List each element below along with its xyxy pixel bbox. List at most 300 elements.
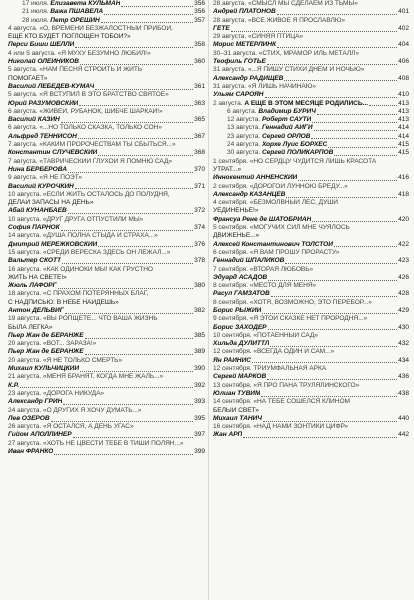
toc-entry[interactable] — [213, 58, 409, 66]
toc-entry-date: 6 сентября. — [213, 248, 250, 256]
toc-entry-author: Ян РАЙНИС — [213, 356, 251, 364]
toc-entry[interactable] — [8, 241, 205, 249]
toc-entry-date: 24 августа. — [227, 141, 262, 149]
toc-entry-page-number: 399 — [194, 448, 205, 456]
toc-entry-author: Теофиль ГОТЬЕ — [213, 58, 266, 66]
toc-entry-page-number: 374 — [194, 224, 205, 232]
toc-entry[interactable] — [213, 274, 409, 282]
toc-entry-title: «ПОТАЕННЫЙ САД» — [253, 331, 319, 339]
toc-entry[interactable] — [8, 50, 205, 58]
toc-entry-author: Жюль ЛАФОРГ — [8, 282, 57, 290]
toc-leader-dots — [268, 280, 397, 281]
toc-entry[interactable] — [213, 257, 409, 265]
toc-entry-text — [213, 100, 368, 108]
toc-entry[interactable] — [8, 183, 205, 191]
toc-entry[interactable] — [8, 25, 205, 33]
toc-entry-title: «Я ЭТОЙ СКАЗКЕ НЕТ ПРОРОДНЯ...» — [249, 315, 368, 323]
toc-entry-text — [213, 116, 311, 124]
toc-entry[interactable] — [8, 407, 205, 415]
toc-entry-date: 13 августа. — [227, 124, 262, 132]
toc-entry-title: «Я ЛИШЬ НАЧИНАЮ» — [247, 82, 316, 90]
toc-leader-dots — [298, 180, 397, 181]
toc-entry-page-number: 356 — [194, 0, 205, 7]
toc-entry-page-number: 406 — [398, 58, 409, 66]
toc-entry-author: Расул ГАМЗАТОВ — [213, 290, 270, 298]
toc-entry[interactable] — [8, 124, 205, 132]
toc-entry[interactable] — [8, 340, 205, 348]
toc-entry-title: «СРЕДИ ВЕРЕСКА ЗДЕСЬ ОН ЛЕЖАЛ...» — [42, 248, 171, 256]
toc-entry-title: «НАД НАМИ ЗОНТИКИ ЦИФР» — [253, 423, 349, 431]
toc-entry-date: 5 сентября. — [213, 224, 250, 232]
toc-leader-dots — [61, 230, 194, 231]
toc-leader-dots — [231, 31, 397, 32]
toc-entry-author: Александр КАЗАНЦЕВ — [213, 190, 286, 198]
toc-entry-date: 30–31 августа. — [213, 49, 259, 57]
toc-entry-title: А ЕЩЕ В ЭТОМ МЕСЯЦЕ РОДИЛИСЬ... — [244, 99, 368, 107]
toc-entry[interactable] — [213, 33, 409, 41]
toc-entry[interactable] — [8, 141, 205, 149]
toc-entry[interactable] — [8, 307, 205, 315]
toc-entry[interactable] — [8, 431, 205, 439]
toc-entry-text — [8, 116, 60, 124]
toc-leader-dots — [268, 329, 398, 330]
toc-entry-page-number: 378 — [194, 257, 205, 265]
toc-entry[interactable] — [8, 149, 205, 157]
toc-entry[interactable] — [8, 224, 205, 232]
toc-entry[interactable] — [213, 25, 409, 33]
toc-leader-dots — [75, 188, 193, 189]
toc-entry[interactable] — [8, 8, 205, 16]
toc-entry[interactable] — [213, 398, 409, 406]
toc-entry[interactable] — [8, 17, 205, 25]
toc-entry-page-number: 401 — [398, 8, 409, 16]
toc-entry[interactable] — [213, 91, 409, 99]
toc-entry[interactable] — [213, 141, 409, 149]
toc-entry-title: «С ПРАХОМ ПОТЕРЯННЫХ БЛАГ, — [42, 290, 149, 298]
toc-entry-page-number: 442 — [398, 431, 409, 439]
toc-entry-text — [213, 274, 267, 282]
toc-entry[interactable] — [8, 365, 205, 373]
toc-entry[interactable] — [213, 83, 409, 91]
toc-entry-text — [213, 266, 313, 274]
toc-entry-page-number: 367 — [194, 132, 205, 140]
toc-entry-author: Хорхе Луис БОРХЕС — [261, 141, 328, 149]
toc-entry-page-number: 376 — [194, 240, 205, 248]
toc-entry-date: 30 августа. — [227, 149, 262, 157]
toc-entry-author: Александр ГРИН — [8, 398, 63, 406]
toc-entry-text — [8, 207, 67, 215]
toc-entry-date: 19 августа. — [8, 315, 43, 323]
toc-entry[interactable] — [8, 232, 205, 240]
toc-leader-dots — [317, 114, 397, 115]
toc-entry[interactable] — [213, 249, 409, 257]
toc-entry[interactable] — [8, 266, 205, 274]
toc-entry[interactable] — [8, 448, 205, 456]
toc-entry[interactable] — [213, 191, 409, 199]
toc-entry-page-number: 385 — [194, 331, 205, 339]
toc-leader-dots — [267, 379, 397, 380]
toc-entry-text — [213, 108, 316, 116]
toc-entry-text — [213, 282, 316, 290]
toc-entry-text — [213, 8, 276, 16]
toc-entry-date: 16 августа. — [8, 265, 43, 273]
toc-entry-author: Эдуард АСАДОВ — [213, 273, 268, 281]
toc-entry-title: «СТИХ, МРАМОР ИЛЬ МЕТАЛЛ» — [258, 49, 360, 57]
toc-entry-title: «Я ПРО ПАНА ТРУЛЯЛИНСКОГО» — [253, 381, 360, 389]
toc-entry-date: 12 августа. — [227, 116, 262, 124]
toc-entry-continuation: С НАДПИСЬЮ: В НЕБЕ НАЙДЕШЬ» — [8, 298, 119, 306]
toc-entry[interactable] — [8, 158, 205, 166]
toc-entry[interactable] — [8, 415, 205, 423]
toc-entry[interactable] — [213, 158, 409, 166]
toc-entry-text — [8, 382, 19, 390]
toc-entry-date: 4 или 5 августа. — [8, 49, 58, 57]
toc-entry-date: 20 августа. — [8, 356, 43, 364]
toc-leader-dots — [369, 105, 397, 106]
toc-entry-text — [213, 41, 276, 49]
toc-entry-page-number: 389 — [194, 348, 205, 356]
toc-entry-text — [8, 407, 141, 415]
toc-entry[interactable] — [213, 0, 409, 8]
toc-entry-continuation: УТРАТ...» — [213, 165, 242, 173]
toc-entry-title: «НА ТЕБЕ СОШЕЛСЯ КЛИНОМ — [253, 398, 350, 406]
toc-entry-author: Юрий РАЗУМОВСКИЙ — [8, 99, 79, 107]
toc-entry-text — [8, 290, 148, 298]
toc-entry-text — [213, 216, 311, 224]
toc-entry-page-number: 413 — [398, 107, 409, 115]
toc-entry-author: Василий КУРОЧКИН — [8, 182, 74, 190]
column-divider — [208, 0, 209, 600]
toc-entry-text — [213, 66, 364, 74]
toc-entry-page-number: 423 — [398, 257, 409, 265]
toc-entry-title: «НАМ ПЕСНЯ СТРОИТЬ И ЖИТЬ — [39, 66, 143, 74]
toc-entry-text — [8, 100, 78, 108]
toc-leader-dots — [121, 6, 193, 7]
toc-leader-dots — [101, 22, 193, 23]
toc-leader-dots — [277, 14, 397, 15]
toc-entry[interactable] — [213, 66, 409, 74]
toc-entry-text — [213, 324, 267, 332]
toc-leader-dots — [68, 172, 193, 173]
toc-entry-text — [8, 183, 74, 191]
toc-entry-text — [213, 75, 283, 83]
toc-entry-date: 20 августа. — [8, 340, 43, 348]
toc-entry-date: 18 августа. — [8, 290, 43, 298]
toc-entry-text — [8, 50, 151, 58]
toc-leader-dots — [284, 80, 397, 81]
toc-entry[interactable] — [8, 357, 205, 365]
toc-entry-date: 14 сентября. — [213, 398, 254, 406]
toc-entry-continuation: ПОМОГАЕТ» — [8, 74, 48, 82]
toc-entry[interactable] — [213, 174, 409, 182]
toc-entry-text — [213, 183, 348, 191]
toc-entry-text — [213, 191, 285, 199]
toc-entry[interactable] — [213, 133, 409, 141]
toc-entry-page-number: 404 — [398, 41, 409, 49]
toc-entry-author: Гийом АПОЛЛИНЕР — [8, 431, 72, 439]
toc-entry[interactable] — [213, 100, 409, 108]
toc-entry-text — [213, 17, 345, 25]
toc-entry-continuation: ДЕЛАЙ ЗАПАСЫ НА ДЕНЬ» — [8, 199, 94, 207]
toc-entry-author: Сергей ОРЛОВ — [261, 132, 311, 140]
toc-entry-title: «ВОТ... ЗАРАЗА!» — [42, 340, 97, 348]
toc-entry[interactable] — [8, 373, 205, 381]
toc-entry[interactable] — [213, 332, 409, 340]
toc-entry-author: Елизавета КУЛЬМАН — [50, 0, 121, 7]
toc-entry-text — [213, 390, 260, 398]
toc-entry-text — [213, 382, 359, 390]
toc-entry-author: Антон ДЕЛЬВИГ — [8, 306, 64, 314]
toc-entry[interactable] — [213, 17, 409, 25]
toc-entry-title: «Я ОСТАЛСЯ, А ДЕНЬ УГАС» — [42, 423, 134, 431]
toc-entry[interactable] — [213, 266, 409, 274]
toc-entry-text — [8, 133, 77, 141]
toc-entry-date: 10 августа. — [8, 215, 43, 223]
toc-entry[interactable] — [213, 50, 409, 58]
toc-entry-text — [8, 66, 142, 74]
toc-entry-date: 6 августа. — [227, 107, 259, 115]
toc-entry[interactable] — [8, 91, 205, 99]
toc-entry[interactable] — [8, 382, 205, 390]
toc-entry-text — [213, 415, 262, 423]
toc-entry[interactable] — [8, 216, 205, 224]
toc-entry-text — [8, 398, 62, 406]
toc-entry[interactable] — [213, 290, 409, 298]
toc-entry[interactable] — [213, 149, 409, 157]
toc-entry-author: Дмитрий МЕРЕЖКОВСКИЙ — [8, 240, 98, 248]
toc-entry[interactable] — [213, 348, 409, 356]
toc-entry-text — [213, 83, 316, 91]
toc-entry-text — [8, 216, 143, 224]
toc-entry-text — [213, 25, 230, 33]
toc-entry[interactable] — [8, 166, 205, 174]
toc-leader-dots — [65, 313, 193, 314]
toc-leader-dots — [334, 155, 397, 156]
toc-entry[interactable] — [213, 340, 409, 348]
toc-entry[interactable] — [213, 315, 409, 323]
toc-entry[interactable] — [213, 116, 409, 124]
toc-entry[interactable] — [213, 224, 409, 232]
toc-entry[interactable] — [213, 241, 409, 249]
toc-entry[interactable] — [8, 290, 205, 298]
toc-entry-title: «...НО ТОЛЬКО СКАЗКА, ТОЛЬКО СОН» — [39, 124, 162, 132]
toc-entry[interactable] — [8, 249, 205, 257]
toc-leader-dots — [312, 122, 397, 123]
toc-entry[interactable] — [8, 332, 205, 340]
toc-entry-title: «Я МУХУ БЕЗУМНО ЛЮБИЛ!» — [57, 49, 151, 57]
toc-entry-author: Абай КУНАНБАЕВ — [8, 207, 67, 215]
toc-entry[interactable] — [213, 415, 409, 423]
toc-entry[interactable] — [213, 382, 409, 390]
toc-entry[interactable] — [8, 66, 205, 74]
toc-entry[interactable] — [213, 365, 409, 373]
toc-leader-dots — [95, 89, 193, 90]
toc-entry[interactable] — [213, 199, 409, 207]
toc-entry-text — [8, 307, 64, 315]
toc-entry-page-number: 434 — [398, 356, 409, 364]
toc-entry-text — [8, 158, 172, 166]
toc-entry-author: Михаил КУЛЬЧИЦКИЙ — [8, 365, 80, 373]
toc-entry-date: 8 сентября. — [213, 282, 250, 290]
toc-entry-author: ГЁТЕ — [213, 24, 230, 32]
toc-entry-text — [8, 149, 97, 157]
toc-entry-text — [213, 332, 318, 340]
toc-entry[interactable] — [8, 398, 205, 406]
toc-leader-dots — [104, 14, 193, 15]
toc-entry-title: «Я НЕ ТОЛЬКО СМЕРТЬ» — [42, 356, 123, 364]
toc-entry-author: Михаил ТАНИЧ — [213, 414, 262, 422]
toc-entry[interactable] — [213, 75, 409, 83]
toc-leader-dots — [311, 138, 397, 139]
toc-entry[interactable] — [8, 348, 205, 356]
toc-leader-dots — [79, 105, 193, 106]
toc-entry-page-number: 414 — [398, 124, 409, 132]
toc-entry-continuation: ЕЩЕ КТО БУДЕТ ПОГЛОЩЕН ТОБОЙ?» — [8, 33, 131, 41]
toc-entry-title: «МЕСТО ДЛЯ МЕНЯ» — [249, 282, 317, 290]
toc-entry-author: Геннадий АЙГИ — [261, 124, 313, 132]
toc-leader-dots — [51, 421, 194, 422]
toc-entry[interactable] — [8, 0, 205, 8]
toc-entry[interactable] — [213, 282, 409, 290]
toc-entry-text — [213, 174, 297, 182]
toc-entry-text — [213, 133, 310, 141]
toc-entry-date: 28 августа. — [213, 16, 248, 24]
toc-leader-dots — [265, 97, 398, 98]
toc-entry-title: «ВЫ РОПЩЕТЕ... ЧТО ВАША ЖИЗНЬ — [42, 315, 158, 323]
toc-entry-author: Юлиан ТУВИМ — [213, 389, 261, 397]
toc-entry-date: 6 августа. — [8, 107, 40, 115]
toc-entry[interactable] — [8, 207, 205, 215]
toc-entry-date: 4 августа. — [8, 24, 40, 32]
toc-entry-title: «ЖИВЕЙ, РУБАНОК, ШИБЧЕ ШАРКАЙ!» — [39, 107, 163, 115]
toc-entry[interactable] — [8, 315, 205, 323]
toc-entry-page-number: 370 — [194, 165, 205, 173]
toc-entry[interactable] — [8, 257, 205, 265]
toc-entry[interactable] — [8, 282, 205, 290]
toc-entry-page-number: 418 — [398, 190, 409, 198]
toc-entry-text — [8, 0, 120, 8]
toc-leader-dots — [334, 246, 397, 247]
toc-entry-page-number: 372 — [194, 207, 205, 215]
toc-entry-text — [8, 282, 57, 290]
toc-entry-author: Пьер Жан де БЕРАНЖЕ — [8, 348, 84, 356]
toc-entry[interactable] — [8, 41, 205, 49]
toc-entry-text — [213, 199, 338, 207]
toc-entry-text — [213, 224, 350, 232]
toc-entry-page-number: 432 — [398, 340, 409, 348]
toc-entry[interactable] — [213, 431, 409, 439]
toc-entry-author: Алексей Константинович ТОЛСТОЙ — [213, 240, 333, 248]
toc-entry-date: 14 августа. — [8, 232, 43, 240]
toc-leader-dots — [63, 404, 193, 405]
toc-entry-date: 2 сентября. — [213, 182, 250, 190]
toc-entry-text — [8, 440, 183, 448]
toc-entry[interactable] — [8, 390, 205, 398]
toc-entry[interactable] — [8, 83, 205, 91]
toc-entry-continuation: УЕДИНЕНЬЕ!» — [213, 207, 259, 215]
toc-entry-title: «ДРУГ ДРУГА ОТПУСТИЛИ МЫ» — [42, 215, 144, 223]
toc-entry-text — [8, 25, 173, 33]
toc-entry[interactable] — [213, 373, 409, 381]
toc-entry[interactable] — [8, 191, 205, 199]
toc-entry-text — [8, 141, 176, 149]
toc-entry-text — [213, 357, 251, 365]
toc-entry[interactable] — [213, 324, 409, 332]
toc-entry-page-number: 416 — [398, 174, 409, 182]
toc-entry[interactable] — [8, 100, 205, 108]
toc-entry[interactable] — [213, 299, 409, 307]
toc-entry-page-number: 356 — [194, 8, 205, 16]
toc-entry-continuation: ЖИТЬ НА СВЕТЕ!» — [8, 273, 67, 281]
toc-entry[interactable] — [213, 390, 409, 398]
toc-entry-text — [8, 390, 104, 398]
toc-entry-page-number: 395 — [194, 414, 205, 422]
toc-entry-text — [213, 307, 261, 315]
toc-entry[interactable] — [213, 423, 409, 431]
toc-leader-dots — [58, 288, 194, 289]
toc-entry[interactable] — [213, 124, 409, 132]
toc-entry-title: «Я ВАМ ПРОШУ ПРОРАСТУ» — [249, 248, 340, 256]
toc-entry[interactable] — [213, 8, 409, 16]
toc-entry-title: «МЕНЯ БРАНЯТ, КОГДА МНЕ ЖАЛЬ...» — [42, 373, 164, 381]
toc-entry-author: Иннокентий АННЕНСКИЙ — [213, 174, 298, 182]
toc-entry[interactable] — [8, 423, 205, 431]
toc-entry-page-number: 438 — [398, 389, 409, 397]
toc-entry-page-number: 436 — [398, 373, 409, 381]
toc-entry[interactable] — [213, 41, 409, 49]
toc-entry[interactable] — [8, 133, 205, 141]
toc-entry-text — [213, 33, 303, 41]
toc-entry[interactable] — [8, 58, 205, 66]
toc-entry-page-number: 360 — [194, 58, 205, 66]
toc-entry[interactable] — [213, 216, 409, 224]
toc-entry-title: ТРИУМФАЛЬНАЯ АРКА — [253, 365, 327, 373]
toc-entry-page-number: 413 — [398, 99, 409, 107]
toc-entry-author: Петр ОРЕШИН — [50, 16, 100, 24]
toc-entry-author: Хильда ДУЛИТТЛ — [213, 340, 270, 348]
toc-entry-author: Николай ОЛЕЙНИКОВ — [8, 58, 80, 66]
toc-entry-text — [8, 423, 134, 431]
toc-entry-date: 31 августа. — [213, 66, 248, 74]
toc-entry[interactable] — [8, 440, 205, 448]
toc-entry[interactable] — [8, 116, 205, 124]
toc-entry-author: Пьер Жан де БЕРАНЖЕ — [8, 331, 84, 339]
toc-entry[interactable] — [8, 108, 205, 116]
toc-entry-author: Жан АРП — [213, 431, 243, 439]
toc-entry-author: Ульям САРОЯН — [213, 91, 264, 99]
toc-entry-date: 24 августа. — [8, 406, 43, 414]
toc-entry[interactable] — [213, 357, 409, 365]
toc-entry[interactable] — [8, 174, 205, 182]
toc-leader-dots — [20, 387, 193, 388]
toc-entry-text — [8, 91, 169, 99]
toc-entry-author: Сергей МАРКОВ — [213, 373, 267, 381]
toc-entry[interactable] — [213, 183, 409, 191]
toc-entry-author: Александр РАДИЩЕВ — [213, 74, 284, 82]
toc-entry-text — [8, 17, 100, 25]
toc-entry-text — [213, 348, 334, 356]
toc-entry[interactable] — [213, 307, 409, 315]
toc-entry-page-number: 363 — [194, 99, 205, 107]
toc-leader-dots — [286, 197, 397, 198]
toc-entry-text — [8, 174, 82, 182]
toc-entry-text — [213, 315, 367, 323]
toc-entry[interactable] — [213, 108, 409, 116]
toc-entry-page-number: 426 — [398, 273, 409, 281]
toc-entry-text — [8, 249, 170, 257]
toc-entry-author: Нина БЕРБЕРОВА — [8, 165, 67, 173]
toc-entry-page-number: 410 — [398, 91, 409, 99]
